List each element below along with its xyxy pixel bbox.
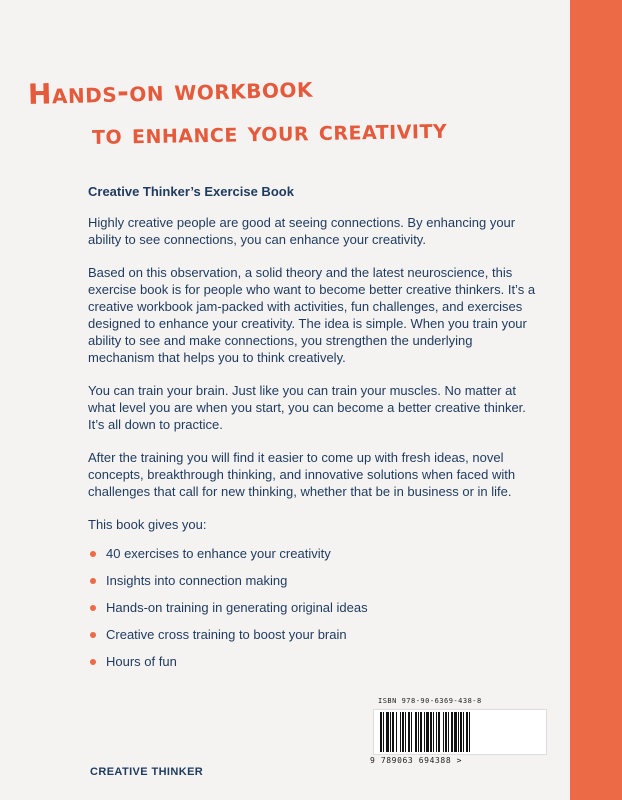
barcode-bar [463,712,464,752]
bullet-dot-icon [90,605,96,611]
barcode-bar [458,712,459,752]
barcode-bar [430,712,432,752]
list-intro: This book gives you: [88,517,207,532]
barcode-bar [408,712,410,752]
barcode-bar [396,712,397,752]
barcode-bar [400,712,401,752]
headline-line-1: Hands-on workbook [27,70,314,111]
book-spine-stripe [570,0,622,800]
benefits-list [88,545,536,671]
barcode-bar [451,712,453,752]
paragraph-3: You can train your brain. Just like you can train your muscles. No matter at what level you are when you start, you can become a better creative thinker. It’s all down to practice. [88,383,526,432]
barcode-bar [438,712,440,752]
barcode-bar [460,712,462,752]
barcode-bar [466,712,468,752]
footer-brand: CREATIVE THINKER [90,766,204,778]
book-title: Creative Thinker’s Exercise Book [88,184,294,199]
barcode-bar [415,712,417,752]
isbn-label: ISBN 978-90-6369-438-8 [378,697,482,705]
barcode-bar [420,712,422,752]
barcode-digits: 9 789063 694388 > [370,756,463,765]
barcode-bar [436,712,437,752]
barcode-bar [445,712,447,752]
barcode [373,709,547,755]
barcode-bar [402,712,404,752]
barcode-bar [469,712,470,752]
barcode-bar [443,712,444,752]
barcode-bar [390,712,391,752]
barcode-bar [392,712,394,752]
list-item-text: Creative cross training to boost your brain [106,627,347,642]
barcode-bar [418,712,419,752]
barcode-bar [383,712,384,752]
paragraph-2: Based on this observation, a solid theory and the latest neuroscience, this exercise book is for people who want to become better creative thinkers. It’s a creative workbook jam-packed with activities, fun challenges, and exercises designed to enhance your creativity. The idea is simple. When you train your ability to see and make connections, you strengthen the underlying mechanism that helps you to think creatively. [88,265,536,365]
bullet-dot-icon [90,551,96,557]
list-item-text: 40 exercises to enhance your creativity [106,546,331,561]
list-item [88,599,536,617]
list-item [88,626,536,644]
barcode-bar [433,712,434,752]
list-item-text: Hands-on training in generating original ideas [106,600,368,615]
back-cover-text [88,183,536,680]
list-item-text: Hours of fun [106,654,177,669]
barcode-bars-icon [380,712,540,752]
bullet-dot-icon [90,632,96,638]
paragraph-4: After the training you will find it easier to come up with fresh ideas, novel concepts, breakthrough thinking, and innovative solutions when faced with challenges that call for new thinking, whether that be in business or in life. [88,450,516,499]
barcode-bar [386,712,389,752]
barcode-bar [426,712,429,752]
barcode-bar [448,712,449,752]
barcode-bar [405,712,406,752]
list-item [88,545,536,563]
bullet-dot-icon [90,578,96,584]
barcode-bar [454,712,457,752]
barcode-bar [380,712,382,752]
barcode-bar [424,712,425,752]
headline-line-2: to enhance your creativity [91,113,448,151]
bullet-dot-icon [90,659,96,665]
paragraph-1: Highly creative people are good at seeing connections. By enhancing your ability to see connections, you can enhance your creativity. [88,215,516,247]
list-item [88,572,536,590]
list-item-text: Insights into connection making [106,573,288,588]
list-item [88,653,536,671]
barcode-bar [411,712,412,752]
